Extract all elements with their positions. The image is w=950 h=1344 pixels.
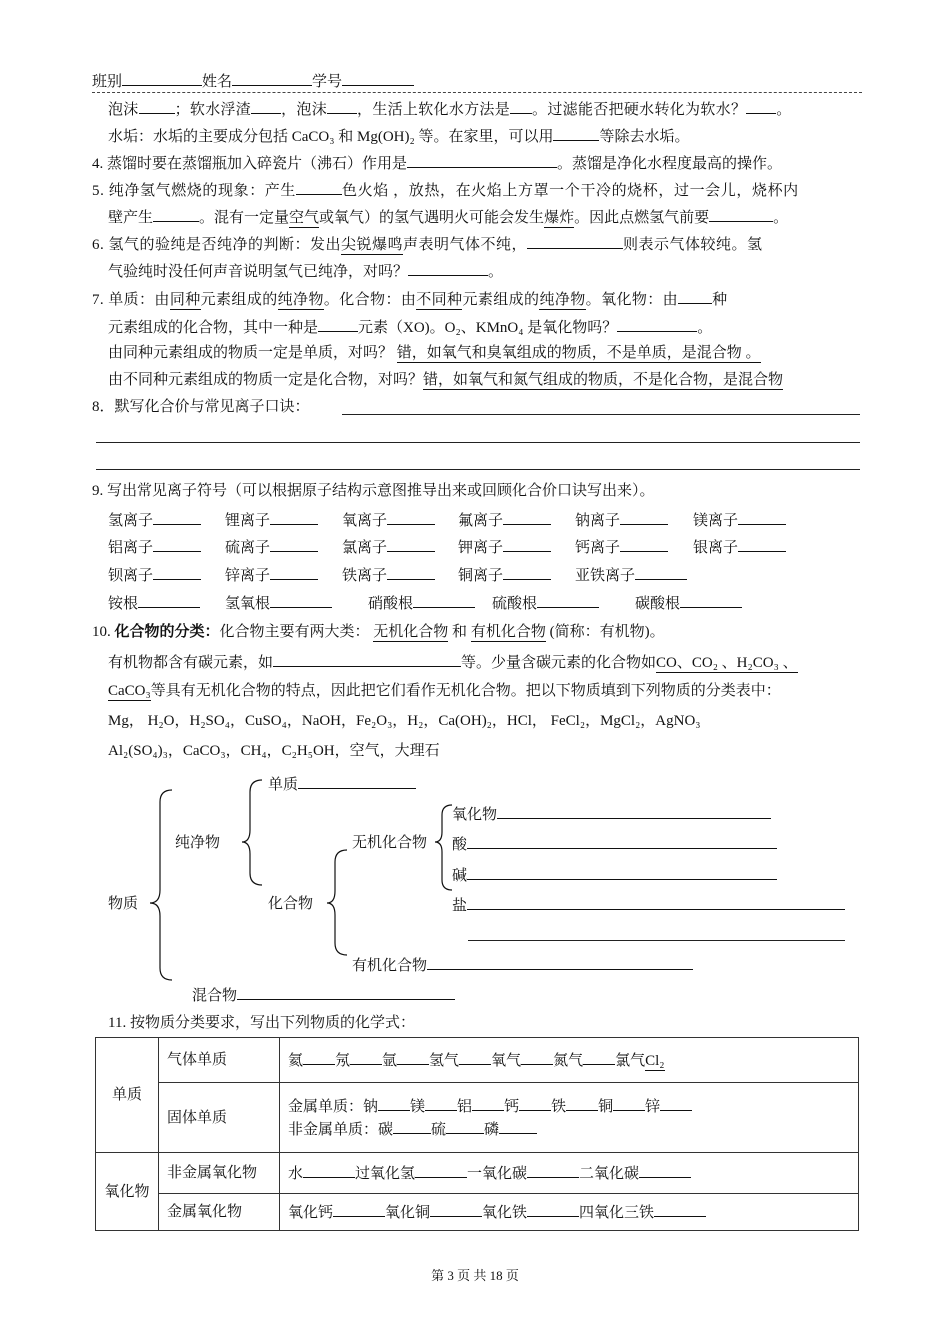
fill-item — [553, 1053, 615, 1069]
item-label: 硫离子 — [225, 540, 271, 556]
text-segment: 纯净物 — [277, 292, 324, 308]
item-label: 氧离子 — [342, 513, 388, 529]
item-label: 铜离子 — [458, 568, 504, 584]
text-segment: 同种 — [169, 292, 201, 308]
text-segment: 声表明气体不纯， — [403, 237, 528, 253]
tree-oxide — [452, 803, 771, 825]
text-segment: 混合物 — [192, 988, 238, 1004]
text-segment: 。化合物：由 — [323, 292, 417, 308]
item-label: 磷 — [484, 1121, 500, 1138]
answer-blank[interactable] — [425, 1095, 457, 1111]
name-label: 姓名 — [202, 74, 233, 90]
tree-pure: 纯净物 — [175, 835, 221, 851]
text-segment: 5. 纯净氢气燃烧的现象：产生 — [92, 183, 297, 199]
text-segment: 无机化合物 — [373, 624, 449, 640]
salt-answer-line[interactable] — [468, 940, 845, 941]
text-segment: (简称：有机物)。 — [549, 624, 665, 640]
text-segment: 纯净物 — [539, 292, 586, 308]
fill-item — [467, 1166, 579, 1182]
text-segment: 。 — [776, 102, 792, 118]
tree-element — [268, 773, 416, 795]
answer-blank[interactable] — [397, 1049, 429, 1065]
fill-item — [457, 1099, 504, 1115]
answer-blank[interactable] — [654, 1201, 706, 1217]
fill-item — [429, 1053, 491, 1069]
item-label: 二氧化碳 — [579, 1165, 640, 1182]
item-label: 钾离子 — [458, 540, 504, 556]
text-segment: 。 — [488, 264, 504, 280]
text-segment: 爆炸 — [544, 210, 575, 226]
item-label: 镁 — [410, 1098, 426, 1115]
text-segment: 水垢：水垢的主要成分包括 CaCO₃ 和 Mg(OH)₂ 等。在家里，可以用 — [108, 129, 554, 145]
answer-blank[interactable] — [583, 1049, 615, 1065]
answer-blank[interactable] — [566, 1095, 598, 1111]
item-label: 铜 — [598, 1098, 614, 1115]
tree-matter: 物质 — [108, 896, 139, 912]
text-segment: 。氧化物：由 — [585, 292, 679, 308]
solid-label: 固体单质 — [159, 1083, 280, 1153]
text-segment: 7. 单质：由 — [92, 292, 170, 308]
text-segment — [288, 1095, 850, 1118]
item-label: 氢离子 — [108, 513, 154, 529]
text-segment: 元素组成的 — [462, 292, 540, 308]
answer-blank[interactable] — [527, 1201, 579, 1217]
item-label: 锌 — [645, 1098, 661, 1115]
text-segment: 壁产生 — [108, 210, 154, 226]
text-segment: 元素组成的化合物，其中一种是 — [108, 320, 319, 336]
item-label: 氢气 — [429, 1052, 460, 1069]
text-segment: ，泡沫 — [281, 102, 328, 118]
item-label: 硫 — [431, 1121, 447, 1138]
answer-blank[interactable] — [639, 1162, 691, 1178]
text-segment: 单质 — [268, 777, 299, 793]
text-segment: 6. 氢气的验纯是否纯净的判断：发出 — [92, 237, 342, 253]
text-segment: 盐 — [452, 898, 468, 914]
item-label: 水 — [288, 1165, 304, 1182]
text-segment — [288, 1118, 850, 1141]
item-label: 氧气 — [491, 1052, 522, 1069]
answer-blank[interactable] — [459, 1049, 491, 1065]
item-label: 过氧化氢 — [355, 1165, 416, 1182]
item-label: 氧化钙 — [288, 1204, 334, 1221]
text-segment: CaCO₃ — [108, 683, 151, 699]
item-label: 镁离子 — [693, 513, 739, 529]
text-segment: 尖锐爆鸣 — [341, 237, 404, 253]
item-label: 氮气 — [553, 1052, 584, 1069]
solid-items — [280, 1083, 859, 1153]
answer-blank[interactable] — [446, 1118, 484, 1134]
fill-item — [431, 1122, 484, 1138]
text-segment: 。蒸馏是净化水程度最高的操作。 — [557, 156, 783, 172]
item-label: 铵根 — [108, 596, 139, 612]
fill-item — [484, 1122, 537, 1138]
cat-element: 单质 — [96, 1038, 159, 1153]
m-oxide-label: 金属氧化物 — [159, 1194, 280, 1231]
tree-salt — [452, 894, 845, 916]
m-oxide-items — [280, 1194, 859, 1231]
fill-item — [491, 1053, 553, 1069]
item-label: 银离子 — [693, 540, 739, 556]
q10-substances-2: Al₂(SO₄)₃，CaCO₃，CH₄，C₂H₅OH，空气，大理石 — [108, 743, 440, 759]
answer-blank[interactable] — [430, 1201, 482, 1217]
fill-item — [551, 1099, 598, 1115]
fill-item — [288, 1205, 385, 1221]
text-segment: 4. 蒸馏时要在蒸馏瓶加入碎瓷片（沸石）作用是 — [92, 156, 408, 172]
item-label: 氦 — [288, 1052, 304, 1069]
item-label: 锂离子 — [225, 513, 271, 529]
fill-item — [504, 1099, 551, 1115]
answer-blank[interactable] — [350, 1049, 382, 1065]
text-segment: 错，如氧气和臭氧组成的物质，不是单质，是混合物 。 — [396, 345, 761, 361]
text-segment: 和 — [452, 624, 468, 640]
text-segment: 。混有一定量 — [199, 210, 290, 226]
brace-pure — [242, 780, 262, 885]
text-segment: 。 — [697, 320, 713, 336]
text-segment: 或氧气）的氢气遇明火可能会发生 — [319, 210, 545, 226]
text-segment: 。因此点燃氢气前要 — [574, 210, 710, 226]
item-label: 氧化铁 — [482, 1204, 528, 1221]
text-segment: 等。少量含碳元素的化合物如 — [461, 655, 657, 671]
item-label: 氩 — [382, 1052, 398, 1069]
item-label: 钙 — [504, 1098, 520, 1115]
text-segment: 氧化物 — [452, 807, 498, 823]
answer-blank[interactable] — [467, 864, 777, 880]
item-label: 碳 — [378, 1121, 394, 1138]
item-label: 钙离子 — [575, 540, 621, 556]
text-segment: 元素组成的 — [200, 292, 278, 308]
answer-blank[interactable] — [472, 1095, 504, 1111]
metal-label: 金属单质： — [288, 1098, 364, 1115]
tree-organic — [352, 954, 693, 976]
fill-item — [410, 1099, 457, 1115]
q9-title: 9. 写出常见离子符号（可以根据原子结构示意图推导出来或回顾化合价口诀写出来）。 — [92, 483, 655, 499]
answer-blank[interactable] — [467, 894, 845, 910]
item-label: 氯离子 — [342, 540, 388, 556]
answer-blank[interactable] — [333, 1201, 385, 1217]
item-label: 铝 — [457, 1098, 473, 1115]
class-label: 班别 — [92, 74, 123, 90]
text-segment: ，生活上软化水方法是 — [357, 102, 511, 118]
cat-oxide: 氧化物 — [96, 1153, 159, 1231]
tree-acid — [452, 833, 777, 855]
text-segment: 。 — [773, 210, 789, 226]
text-segment: 碱 — [452, 868, 468, 884]
gas-label: 气体单质 — [159, 1038, 280, 1083]
formula-table — [95, 1037, 859, 1231]
answer-blank[interactable] — [415, 1162, 467, 1178]
fill-item — [382, 1053, 429, 1069]
fill-item — [355, 1166, 467, 1182]
text-segment: 8．默写化合价与常见离子口诀： — [92, 399, 310, 415]
answer-blank[interactable] — [660, 1095, 692, 1111]
fill-item — [288, 1166, 355, 1182]
answer-blank[interactable] — [427, 954, 693, 970]
fill-item — [335, 1053, 382, 1069]
answer-blank[interactable] — [613, 1095, 645, 1111]
answer-blank[interactable] — [519, 1095, 551, 1111]
text-segment: 酸 — [452, 837, 468, 853]
q10-substances-1: Mg， H₂O，H₂SO₄，CuSO₄，NaOH，Fe₂O₃，H₂，Ca(OH)₂，HCl， FeCl₂，MgCl₂，AgNO₃ — [108, 713, 701, 729]
text-segment: 错，如氧气和氮气组成的物质，不是化合物，是混合物 — [423, 372, 784, 388]
text-segment: 有机化合物 — [352, 958, 428, 974]
text-segment: 元素（XO)。O₂、KMnO₄ 是氧化物吗？ — [358, 320, 618, 336]
tree-inorganic: 无机化合物 — [352, 835, 428, 851]
answer-blank[interactable] — [527, 1162, 579, 1178]
item-label: 氢氧根 — [225, 596, 271, 612]
text-segment: 不同种 — [416, 292, 463, 308]
item-label: 铝离子 — [108, 540, 154, 556]
page-footer: 第 3 页 共 18 页 — [431, 1268, 519, 1283]
item-label: 铁 — [551, 1098, 567, 1115]
nonmetal-label: 非金属单质： — [288, 1121, 379, 1138]
text-segment: ；软水浮渣 — [174, 102, 252, 118]
answer-blank[interactable] — [298, 773, 416, 789]
answer-blank[interactable] — [521, 1049, 553, 1065]
text-segment: CO、CO₂ 、H₂CO₃ 、 — [656, 655, 798, 671]
answer-blank[interactable] — [378, 1095, 410, 1111]
tree-mixture — [192, 984, 455, 1006]
text-segment: 等除去水垢。 — [599, 129, 690, 145]
text-segment: 种 — [712, 292, 728, 308]
fill-item — [482, 1205, 579, 1221]
answer-cl2: Cl₂ — [645, 1052, 665, 1069]
text-segment: 气验纯时没任何声音说明氢气已纯净，对吗？ — [108, 264, 409, 280]
text-segment: 10. — [92, 624, 115, 640]
text-segment: 化合物主要有两大类： — [219, 624, 370, 640]
text-segment: 泡沫 — [108, 102, 139, 118]
text-segment: 由不同种元素组成的物质一定是化合物，对吗？ — [108, 372, 424, 388]
item-label: 钠 — [363, 1098, 379, 1115]
text-segment: 有机物都含有碳元素，如 — [108, 655, 274, 671]
item-label: 一氧化碳 — [467, 1165, 528, 1182]
nm-oxide-label: 非金属氧化物 — [159, 1153, 280, 1194]
item-label: 亚铁离子 — [575, 568, 636, 584]
item-label: 四氧化三铁 — [579, 1204, 655, 1221]
item-label: 钡离子 — [108, 568, 154, 584]
brace-compound — [327, 850, 347, 955]
nm-oxide-items — [280, 1153, 859, 1194]
item-label: 碳酸根 — [635, 596, 681, 612]
answer-blank[interactable] — [467, 833, 777, 849]
answer-blank[interactable] — [237, 984, 455, 1000]
fill-item — [598, 1099, 645, 1115]
answer-blank[interactable] — [499, 1118, 537, 1134]
item-label: 氧化铜 — [385, 1204, 431, 1221]
text-segment: 化合物的分类： — [114, 624, 220, 640]
tree-base — [452, 864, 777, 886]
text-segment: 。过滤能否把硬水转化为软水？ — [532, 102, 747, 118]
fill-item — [579, 1166, 691, 1182]
answer-blank[interactable] — [393, 1118, 431, 1134]
item-label: 锌离子 — [225, 568, 271, 584]
fill-item — [378, 1122, 431, 1138]
fill-item — [645, 1099, 692, 1115]
brace-matter — [150, 790, 172, 980]
answer-blank[interactable] — [303, 1049, 335, 1065]
answer-blank[interactable] — [497, 803, 771, 819]
item-label: 氯气 — [615, 1052, 646, 1069]
text-segment: 等具有无机化合物的特点，因此把它们看作无机化合物。把以下物质填到下列物质的分类表中： — [150, 683, 781, 699]
text-segment: 则表示气体较纯。氢 — [623, 237, 763, 253]
gas-items — [280, 1038, 859, 1083]
item-label: 氖 — [335, 1052, 351, 1069]
fill-item — [579, 1205, 706, 1221]
text-segment: 色火焰 ，放热，在火焰上方罩一个干冷的烧杯，过一会儿，烧杯内 — [342, 183, 799, 199]
item-label: 铁离子 — [342, 568, 388, 584]
text-segment: 由同种元素组成的物质一定是单质，对吗？ — [108, 345, 394, 361]
fill-item — [288, 1053, 335, 1069]
fill-item — [385, 1205, 482, 1221]
item-label: 钠离子 — [575, 513, 621, 529]
item-label: 硝酸根 — [368, 596, 414, 612]
fill-item — [363, 1099, 410, 1115]
text-segment: 有机化合物 — [470, 624, 546, 640]
item-label: 氟离子 — [458, 513, 504, 529]
q11-title: 11. 按物质分类要求，写出下列物质的化学式： — [108, 1015, 415, 1031]
answer-blank[interactable] — [303, 1162, 355, 1178]
brace-inorganic — [435, 805, 452, 890]
item-label: 硫酸根 — [492, 596, 538, 612]
id-label: 学号 — [312, 74, 343, 90]
text-segment: 空气 — [289, 210, 320, 226]
tree-compound: 化合物 — [268, 896, 314, 912]
